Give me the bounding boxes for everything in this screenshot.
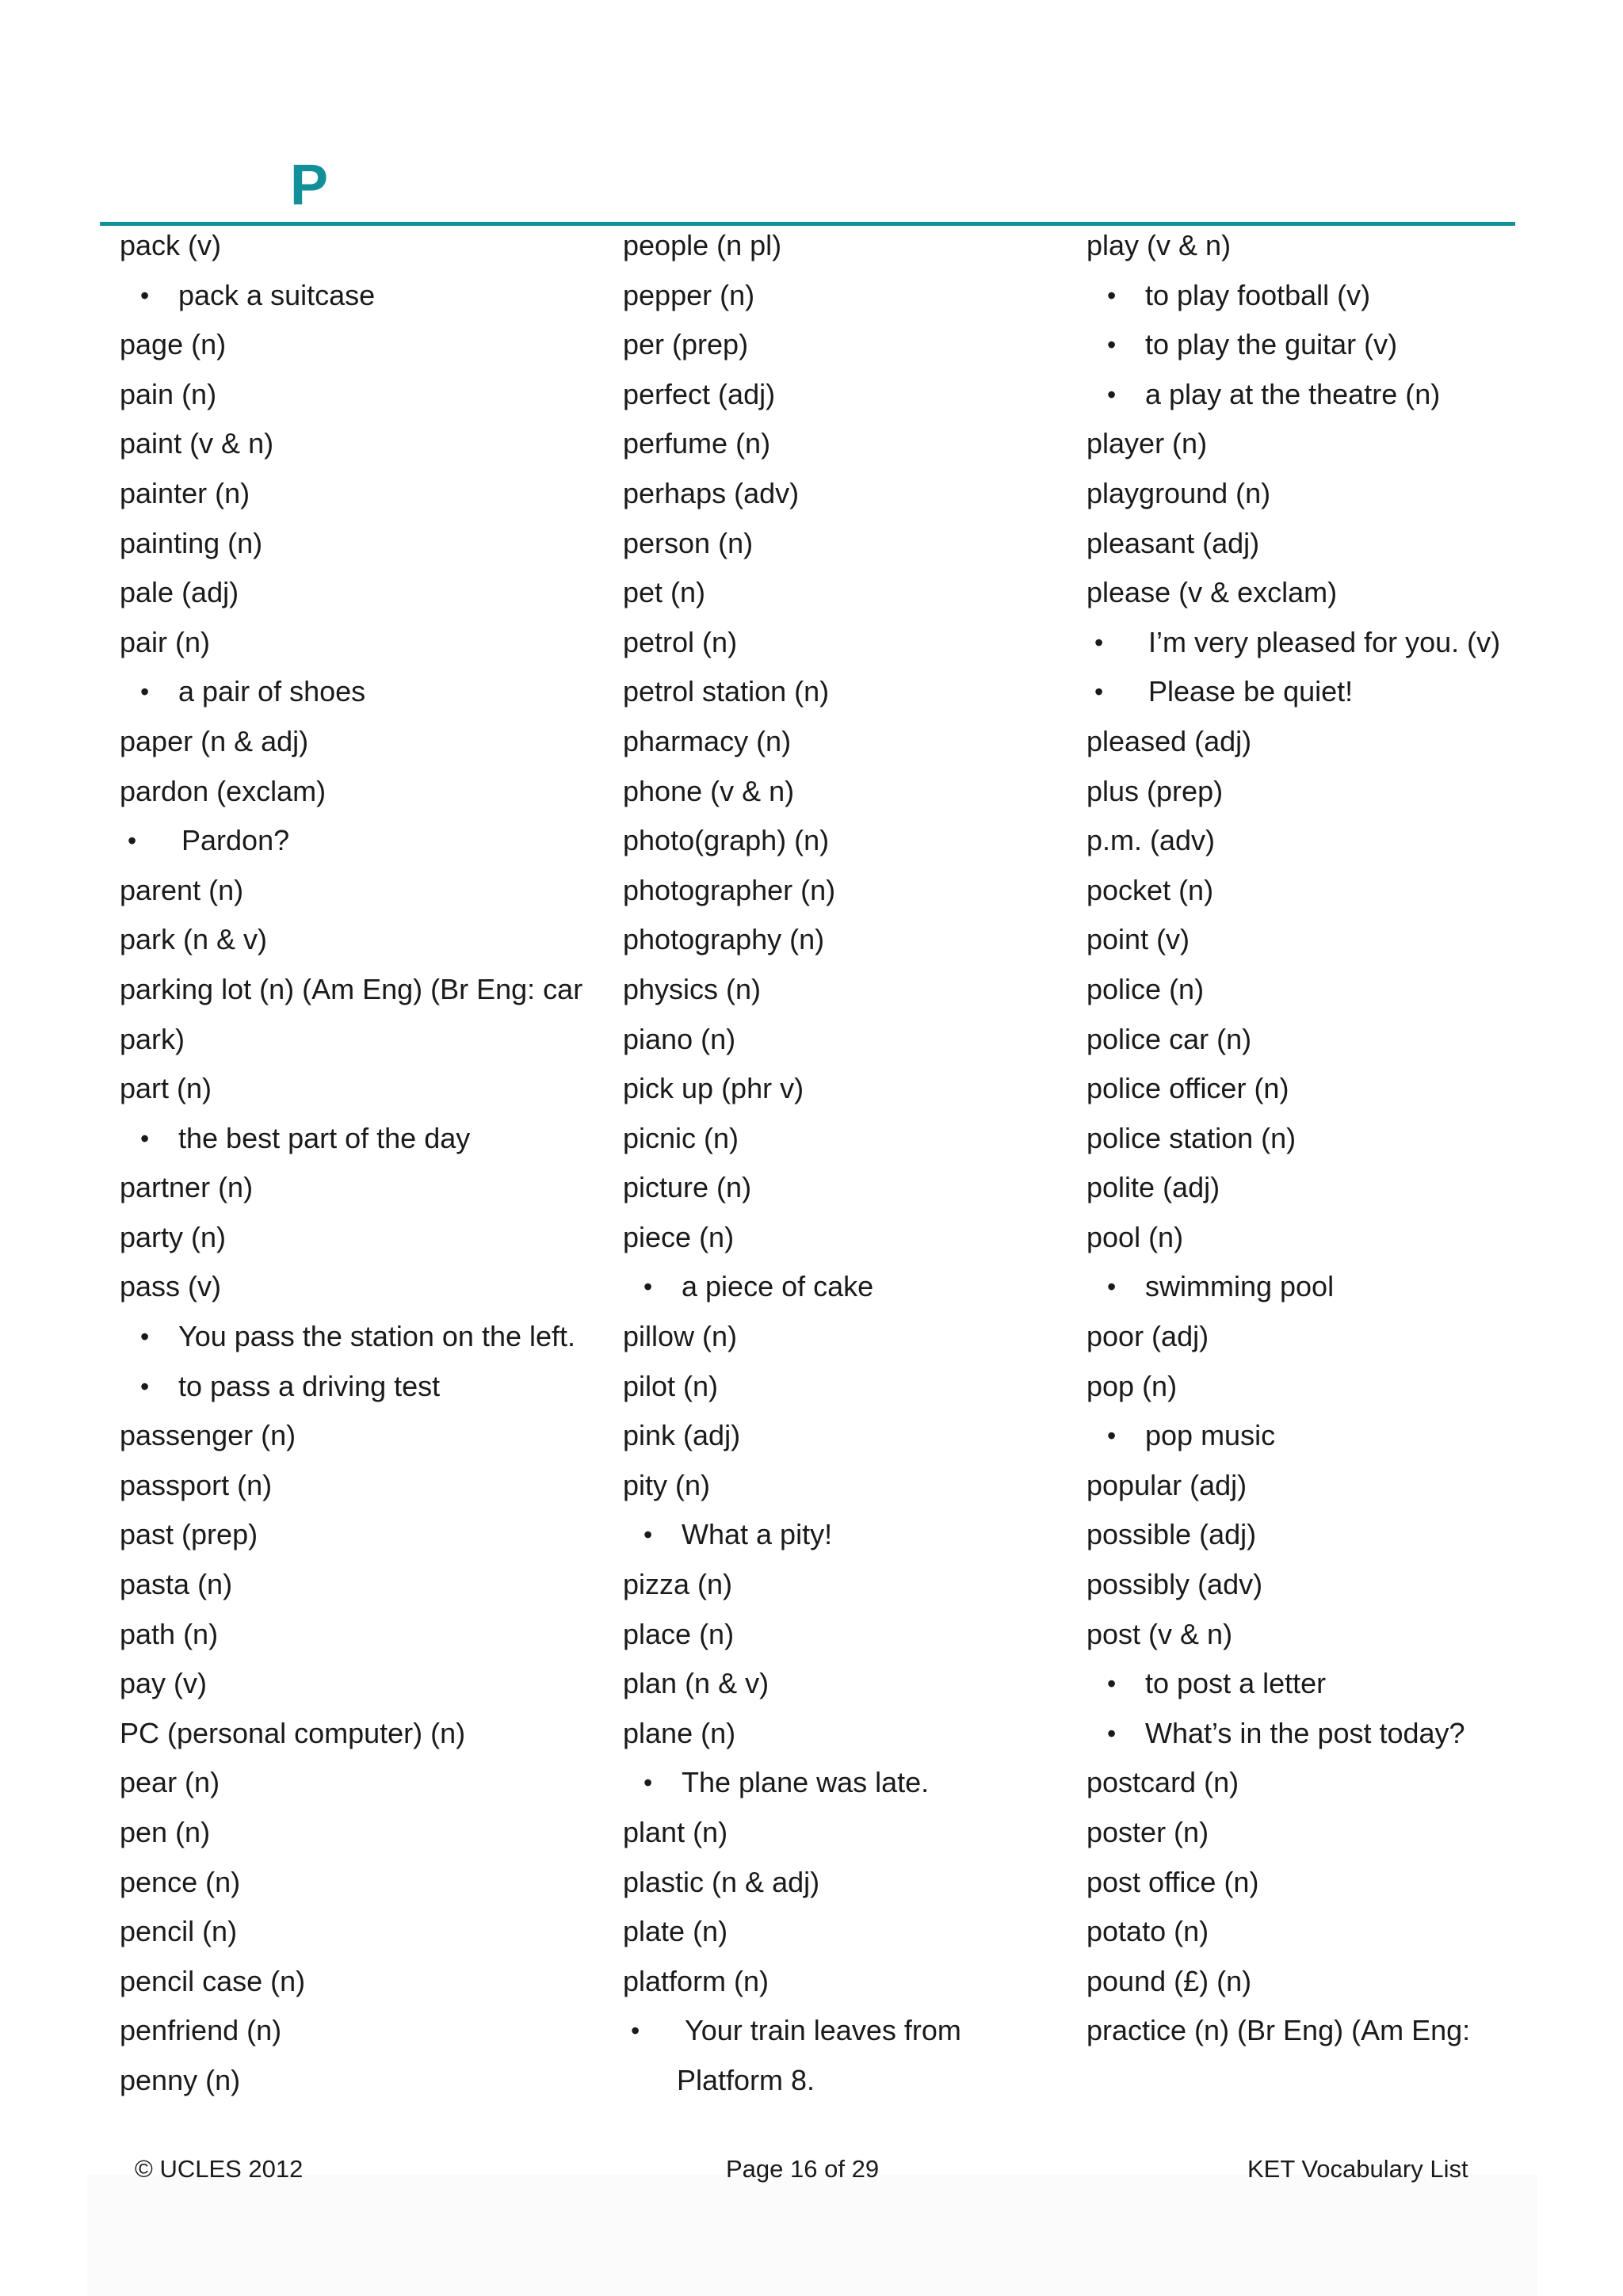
bullet-icon: • <box>140 1371 150 1401</box>
vocab-entry <box>120 521 611 571</box>
vocab-entry <box>623 669 1067 719</box>
vocab-entry <box>120 1612 611 1662</box>
entry-text: possibly (adv) <box>1086 1568 1263 1601</box>
vocab-entry <box>120 1909 611 1959</box>
entry-text: park) <box>120 1022 185 1055</box>
example-item <box>120 1364 611 1414</box>
vocab-entry <box>623 917 1067 967</box>
entry-text: pencil case (n) <box>120 1964 306 1997</box>
entry-text: physics (n) <box>623 972 762 1005</box>
example-item <box>1086 1413 1530 1463</box>
vocab-entry <box>120 1066 611 1116</box>
vocab-entry <box>1086 1215 1530 1265</box>
bullet-icon: • <box>1107 1669 1117 1699</box>
entry-text: perhaps (adv) <box>623 476 800 509</box>
vocab-entry <box>120 570 611 620</box>
entry-text: plate (n) <box>623 1915 728 1948</box>
entry-text: pack (v) <box>120 229 222 261</box>
entry-text: a piece of cake <box>682 1270 874 1303</box>
vocab-entry <box>1086 769 1530 819</box>
vocab-entry <box>120 769 611 819</box>
example-item <box>623 2008 1067 2058</box>
vocab-entry <box>120 471 611 521</box>
entry-text: parking lot (n) (Am Eng) (Br Eng: car <box>120 972 583 1005</box>
example-item <box>623 1512 1067 1562</box>
vocab-entry <box>1086 967 1530 1017</box>
bullet-icon: • <box>643 1768 653 1798</box>
vocab-entry <box>623 818 1067 868</box>
vocab-entry <box>623 223 1067 273</box>
entry-text: popular (adj) <box>1086 1468 1247 1501</box>
vocab-entry <box>1086 818 1530 868</box>
entry-text: phone (v & n) <box>623 774 795 807</box>
entry-text: pleasant (adj) <box>1086 526 1260 559</box>
entry-text: platform (n) <box>623 1964 769 1997</box>
vocab-entry <box>623 868 1067 918</box>
vocab-entry <box>623 570 1067 620</box>
vocab-entry <box>120 719 611 769</box>
vocab-entry <box>1086 570 1530 620</box>
entry-text: pick up (phr v) <box>623 1072 804 1105</box>
vocab-entry <box>623 1413 1067 1463</box>
bullet-icon: • <box>643 1520 653 1550</box>
vocab-entry <box>120 868 611 918</box>
bullet-icon: • <box>631 2016 640 2046</box>
vocab-entry <box>120 1562 611 1612</box>
bullet-icon: • <box>128 826 137 856</box>
vocab-entry <box>623 273 1067 323</box>
entry-text: pay (v) <box>120 1667 208 1700</box>
entry-text: pizza (n) <box>623 1568 733 1601</box>
entry-text: post office (n) <box>1086 1865 1259 1898</box>
entry-text: piano (n) <box>623 1022 736 1055</box>
column-1 <box>120 223 611 2108</box>
vocab-entry <box>120 2008 611 2058</box>
vocab-entry <box>623 1116 1067 1166</box>
entry-text: pool (n) <box>1086 1220 1184 1253</box>
entry-text: please (v & exclam) <box>1086 576 1338 609</box>
vocab-entry <box>1086 1165 1530 1215</box>
vocab-entry <box>120 1512 611 1562</box>
vocab-entry <box>120 1760 611 1810</box>
entry-text: practice (n) (Br Eng) (Am Eng: <box>1086 2014 1471 2047</box>
vocab-entry <box>623 1612 1067 1662</box>
entry-text: past (prep) <box>120 1518 258 1551</box>
example-item <box>1086 1661 1530 1711</box>
vocab-entry <box>120 223 611 273</box>
entry-text: photography (n) <box>623 923 825 956</box>
entry-text: pair (n) <box>120 625 211 658</box>
example-item <box>1086 620 1530 670</box>
entry-text: pass (v) <box>120 1270 222 1303</box>
entry-text: pale (adj) <box>120 576 239 609</box>
vocab-entry <box>120 917 611 967</box>
example-item <box>120 1116 611 1166</box>
vocab-entry <box>623 769 1067 819</box>
entry-text: to post a letter <box>1145 1667 1327 1700</box>
vocab-entry <box>120 1165 611 1215</box>
entry-text: police (n) <box>1086 972 1205 1005</box>
entry-text: pear (n) <box>120 1766 220 1799</box>
column-3 <box>1086 223 1530 2058</box>
entry-text: pharmacy (n) <box>623 724 792 757</box>
entry-text: post (v & n) <box>1086 1617 1233 1650</box>
example-item <box>1086 1264 1530 1314</box>
entry-text: painter (n) <box>120 476 250 509</box>
entry-text: paper (n & adj) <box>120 724 309 757</box>
entry-text: plus (prep) <box>1086 774 1224 807</box>
bullet-icon: • <box>1107 379 1117 409</box>
entry-text: pen (n) <box>120 1816 211 1848</box>
vocab-entry <box>623 1860 1067 1910</box>
vocab-entry <box>1086 421 1530 471</box>
vocab-entry <box>120 421 611 471</box>
entry-text: Pardon? <box>181 824 290 857</box>
section-letter: P <box>290 154 329 217</box>
entry-text: picnic (n) <box>623 1121 739 1154</box>
entry-text: petrol (n) <box>623 625 738 658</box>
vocab-entry <box>1086 1562 1530 1612</box>
entry-text: park (n & v) <box>120 923 268 956</box>
entry-text: plane (n) <box>623 1716 736 1749</box>
entry-text: passenger (n) <box>120 1419 296 1452</box>
entry-text: Platform 8. <box>677 2063 815 2096</box>
entry-text: pack a suitcase <box>178 278 376 311</box>
vocab-entry <box>623 1909 1067 1959</box>
entry-text: What a pity! <box>682 1518 833 1551</box>
entry-text: to play football (v) <box>1145 278 1371 311</box>
entry-text: plastic (n & adj) <box>623 1865 820 1898</box>
entry-text: parent (n) <box>120 873 244 906</box>
entry-text: potato (n) <box>1086 1915 1209 1948</box>
vocab-entry <box>1086 1959 1530 2009</box>
entry-text: Please be quiet! <box>1148 675 1354 708</box>
entry-text: pillow (n) <box>623 1320 738 1353</box>
entry-text: to pass a driving test <box>178 1369 441 1402</box>
entry-text: pity (n) <box>623 1468 711 1501</box>
entry-text: the best part of the day <box>178 1121 471 1154</box>
entry-text: photo(graph) (n) <box>623 824 830 857</box>
vocab-entry <box>623 1314 1067 1364</box>
entry-text: p.m. (adv) <box>1086 824 1216 857</box>
vocab-entry <box>623 1017 1067 1067</box>
entry-text: paint (v & n) <box>120 427 274 460</box>
vocab-entry <box>120 1463 611 1513</box>
example-continuation <box>623 2058 1067 2108</box>
vocab-entry <box>1086 1017 1530 1067</box>
entry-text: point (v) <box>1086 923 1190 956</box>
entry-text: people (n pl) <box>623 229 782 261</box>
entry-text: You pass the station on the left. <box>178 1320 576 1353</box>
column-2 <box>623 223 1067 2108</box>
example-item <box>1086 1711 1530 1761</box>
entry-text: a play at the theatre (n) <box>1145 377 1441 410</box>
vocab-entry <box>623 1165 1067 1215</box>
entry-text: plan (n & v) <box>623 1667 769 1700</box>
vocab-entry <box>623 1711 1067 1761</box>
example-item <box>623 1760 1067 1810</box>
vocab-entry <box>1086 1612 1530 1662</box>
entry-text: pain (n) <box>120 377 217 410</box>
entry-text: place (n) <box>623 1617 735 1650</box>
footer-page-number: Page 16 of 29 <box>726 2155 880 2183</box>
bullet-icon: • <box>643 1272 653 1302</box>
vocab-entry <box>623 1215 1067 1265</box>
vocab-entry <box>623 1463 1067 1513</box>
entry-text: pencil (n) <box>120 1915 238 1948</box>
example-item <box>623 1264 1067 1314</box>
entry-text: player (n) <box>1086 427 1208 460</box>
entry-text: pink (adj) <box>623 1419 741 1452</box>
vocab-entry <box>1086 223 1530 273</box>
entry-text: passport (n) <box>120 1468 273 1501</box>
example-item <box>1086 322 1530 372</box>
entry-text: perfect (adj) <box>623 377 776 410</box>
example-item <box>1086 372 1530 422</box>
bullet-icon: • <box>140 1322 150 1352</box>
vocab-entry <box>1086 1314 1530 1364</box>
vocab-entry <box>120 1264 611 1314</box>
vocab-entry <box>120 322 611 372</box>
entry-text: pop music <box>1145 1419 1276 1452</box>
entry-text: photographer (n) <box>623 873 836 906</box>
vocab-entry <box>623 421 1067 471</box>
example-item <box>1086 273 1530 323</box>
footer-document-title: KET Vocabulary List <box>1247 2155 1468 2183</box>
vocab-entry <box>623 1364 1067 1414</box>
vocab-entry <box>623 1066 1067 1116</box>
entry-text: postcard (n) <box>1086 1766 1239 1799</box>
bullet-icon: • <box>1094 677 1104 707</box>
entry-text: party (n) <box>120 1220 227 1253</box>
bullet-icon: • <box>1107 1421 1117 1451</box>
vocab-entry <box>120 1810 611 1860</box>
entry-text: painting (n) <box>120 526 263 559</box>
entry-text: police officer (n) <box>1086 1072 1289 1105</box>
entry-text: pound (£) (n) <box>1086 1964 1252 1997</box>
entry-text: pardon (exclam) <box>120 774 327 807</box>
entry-text: Your train leaves from <box>685 2014 961 2047</box>
vocab-entry <box>1086 1810 1530 1860</box>
vocab-entry <box>623 322 1067 372</box>
entry-text: picture (n) <box>623 1171 752 1204</box>
entry-text: police car (n) <box>1086 1022 1252 1055</box>
entry-text: I’m very pleased for you. (v) <box>1148 625 1501 658</box>
vocab-entry <box>1086 868 1530 918</box>
entry-text: pet (n) <box>623 576 706 609</box>
entry-text: perfume (n) <box>623 427 771 460</box>
vocab-entry <box>1086 1066 1530 1116</box>
entry-text: plant (n) <box>623 1816 728 1848</box>
vocab-entry <box>623 1810 1067 1860</box>
example-item <box>1086 669 1530 719</box>
vocab-entry <box>623 1959 1067 2009</box>
vocab-entry <box>1086 917 1530 967</box>
bullet-icon: • <box>1107 1718 1117 1748</box>
entry-text: playground (n) <box>1086 476 1271 509</box>
vocab-entry <box>120 1661 611 1711</box>
vocab-entry <box>1086 521 1530 571</box>
entry-text: poster (n) <box>1086 1816 1209 1848</box>
vocab-entry <box>623 471 1067 521</box>
entry-text: possible (adj) <box>1086 1518 1257 1551</box>
entry-text: swimming pool <box>1145 1270 1335 1303</box>
vocab-entry <box>1086 1909 1530 1959</box>
entry-text: poor (adj) <box>1086 1320 1209 1353</box>
vocab-entry <box>1086 1364 1530 1414</box>
vocab-entry <box>623 1562 1067 1612</box>
entry-text: What’s in the post today? <box>1145 1716 1465 1749</box>
entry-text: person (n) <box>623 526 754 559</box>
entry-text: page (n) <box>120 328 227 361</box>
vocab-entry <box>120 1860 611 1910</box>
vocab-entry <box>120 1413 611 1463</box>
entry-text: The plane was late. <box>682 1766 930 1799</box>
vocab-entry <box>1086 1512 1530 1562</box>
bullet-icon: • <box>1094 627 1104 657</box>
entry-text: pocket (n) <box>1086 873 1214 906</box>
entry-text: petrol station (n) <box>623 675 830 708</box>
entry-text: per (prep) <box>623 328 749 361</box>
bullet-icon: • <box>140 677 150 707</box>
page-bottom-band <box>87 2175 1537 2296</box>
vocab-entry <box>1086 1116 1530 1166</box>
vocab-entry <box>623 967 1067 1017</box>
example-item <box>120 273 611 323</box>
entry-text: police station (n) <box>1086 1121 1296 1154</box>
vocab-entry <box>120 967 611 1017</box>
entry-text: piece (n) <box>623 1220 735 1253</box>
example-item <box>120 818 611 868</box>
bullet-icon: • <box>140 280 150 310</box>
entry-text: pence (n) <box>120 1865 241 1898</box>
vocab-entry <box>1086 1860 1530 1910</box>
bullet-icon: • <box>1107 280 1117 310</box>
vocab-entry <box>623 1661 1067 1711</box>
bullet-icon: • <box>140 1123 150 1153</box>
entry-text: pilot (n) <box>623 1369 719 1402</box>
vocab-entry <box>623 719 1067 769</box>
vocab-entry <box>623 620 1067 670</box>
vocab-entry <box>120 372 611 422</box>
vocab-entry <box>1086 1463 1530 1513</box>
entry-text: play (v & n) <box>1086 229 1232 261</box>
vocab-entry <box>120 1711 611 1761</box>
vocab-entry <box>120 2058 611 2108</box>
vocab-entry <box>120 1959 611 2009</box>
entry-text: penny (n) <box>120 2063 241 2096</box>
example-item <box>120 669 611 719</box>
entry-text: partner (n) <box>120 1171 254 1204</box>
entry-text: pepper (n) <box>623 278 755 311</box>
entry-text: path (n) <box>120 1617 219 1650</box>
bullet-icon: • <box>1107 1272 1117 1302</box>
vocab-entry <box>1086 471 1530 521</box>
entry-text: pleased (adj) <box>1086 724 1252 757</box>
entry-text: part (n) <box>120 1072 212 1105</box>
vocab-entry <box>120 1215 611 1265</box>
entry-text: a pair of shoes <box>178 675 366 708</box>
vocab-entry <box>1086 1760 1530 1810</box>
entry-text: pasta (n) <box>120 1568 233 1601</box>
entry-text: penfriend (n) <box>120 2014 282 2047</box>
vocab-entry <box>623 372 1067 422</box>
vocab-entry <box>1086 719 1530 769</box>
example-item <box>120 1314 611 1364</box>
vocab-entry <box>120 1017 611 1067</box>
footer-copyright: © UCLES 2012 <box>135 2155 304 2183</box>
entry-text: to play the guitar (v) <box>1145 328 1398 361</box>
bullet-icon: • <box>1107 330 1117 360</box>
vocab-entry <box>1086 2008 1530 2058</box>
entry-text: pop (n) <box>1086 1369 1178 1402</box>
entry-text: PC (personal computer) (n) <box>120 1716 466 1749</box>
vocab-entry <box>623 521 1067 571</box>
entry-text: polite (adj) <box>1086 1171 1220 1204</box>
vocab-entry <box>120 620 611 670</box>
